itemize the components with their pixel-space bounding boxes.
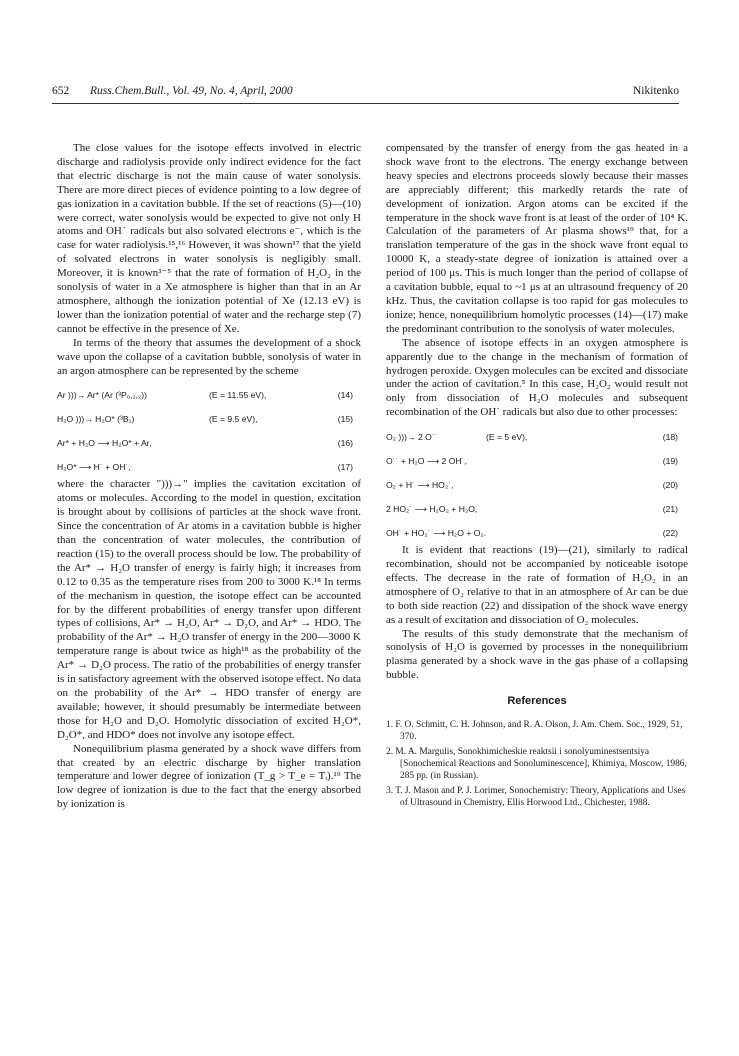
equation-number: (16): [337, 438, 353, 449]
equation-number: (21): [662, 504, 678, 515]
equation-formula: Ar )))→ Ar* (Ar (³P₀,₁,₂)): [57, 390, 147, 401]
equation-formula: H₂O )))→ H₂O* (³B₁): [57, 414, 135, 425]
equation-formula: Ar* + H₂O ⟶ H₂O* + Ar,: [57, 438, 152, 449]
reference-item: 3. T. J. Mason and P. J. Lorimer, Sonochemistry: Theory, Applications and Uses of Ultrasound in Chemistry, Ellis Horwood Ltd., Chichester, 1988.: [386, 786, 686, 809]
equation-formula: O˙˙ + H₂O ⟶ 2 OH˙,: [386, 456, 467, 467]
equation-number: (17): [337, 462, 353, 473]
equation-formula: O₂ )))→ 2 O˙˙: [386, 432, 438, 443]
equation-21: [386, 502, 688, 516]
journal-citation: Russ.Chem.Bull., Vol. 49, No. 4, April, 2000: [90, 85, 293, 97]
equation-number: (15): [337, 414, 353, 425]
page-number: 652: [52, 85, 70, 97]
equation-number: (18): [662, 432, 678, 443]
paragraph: Nonequilibrium plasma generated by a shock wave differs from that created by an electric discharge by higher translation temperature and lower degree of ionization (T_g > T_e = Tᵢ).¹⁹ The low degree of ionization is due to the fact that the energy absorbed by ionization is: [57, 742, 361, 811]
paragraph: It is evident that reactions (19)—(21), similarly to radical recombination, should not be accompanied by noticeable isotope effects. The decrease in the rate of formation of H₂O₂ in an atmosphere of O₂ relative to that in an atmosphere of Ar can be due to both side reaction (22) and dissipation of the shock wave energy as a result of excitation and dissociation of O₂ molecules.: [386, 544, 688, 626]
paragraph: compensated by the transfer of energy from the gas heated in a shock wave front to the electrons. The energy exchange between heavy species and electrons proceeds slowly because their masses are appreciably different; this markedly retards the rate of development of ionization. Argon atoms can be excited if the temperature in the shock wave front is at least of the order of 10⁴ K. Calculation of the parameters of Ar plasma shows¹⁹ that, for a translation temperature of the gas in the shock wave front equal to 10000 K, a steady-state degree of ionization is attained over a period of 100 μs. This is much longer than the period of collapse of a cavitation bubble, equal to ~1 μs at an ultrasound frequency of 20 kHz. Thus, the cavitation collapse is too rapid for gas molecules to ionize; hence, nonequilibrium homolytic processes (14)—(17) make the predominant contribution to the sonolysis of water molecules.: [386, 142, 688, 335]
equation-15: [57, 412, 361, 426]
equation-18: [386, 430, 688, 444]
paragraph: where the character ")))→" implies the cavitation excitation of atoms or molecules. According to the model in question, excitation is brought about by collisions of particles at the shock wave front. Since the concentration of Ar atoms in a cavitation bubble is higher than the concentration of water molecules, the contribution of reaction (15) to the overall process should be low. The probability of the Ar* → H₂O transfer of energy is fairly high; it increases from 0.12 to 0.35 as the temperature rises from 200 to 3000 K.¹⁸ In terms of the mechanism in question, the isotope effect can be accounted for by the different probabilities of energy transfer upon different types of collisions, Ar* → H₂O, Ar* → D₂O, and Ar* → HDO. The probability of the Ar* → H₂O transfer of energy in the 200—3000 K temperature range is about twice as high¹⁸ as the probability of the Ar* → D₂O process. The ratio of the probabilities of energy transfer is in satisfactory agreement with the observed isotope effect. No data on the probability of the Ar* → HDO transfer of energy are available; however, it should presumably be intermediate between those for H₂O and D₂O. Homolytic dissociation of excited H₂O*, D₂O*, and HDO* does not involve any isotope effect.: [57, 478, 361, 741]
equation-16: [57, 436, 361, 450]
equation-energy: (E = 9.5 eV),: [209, 414, 258, 425]
reference-item: 1. F. O. Schmitt, C. H. Johnson, and R. A. Olson, J. Am. Chem. Soc., 1929, 51, 370.: [386, 720, 683, 743]
paragraph: In terms of the theory that assumes the development of a shock wave upon the collapse of a cavitation bubble, sonolysis of water in an argon atmosphere can be represented by the scheme: [57, 336, 361, 377]
equation-19: [386, 454, 688, 468]
right-column: [386, 142, 688, 812]
equation-formula: O₂ + H˙ ⟶ HO₂˙,: [386, 480, 454, 491]
equation-number: (19): [662, 456, 678, 467]
author-name: Nikitenko: [633, 85, 679, 97]
equation-formula: OH˙ + HO₂˙ ⟶ H₂O + O₂.: [386, 528, 487, 539]
equation-17: [57, 460, 361, 474]
equation-formula: H₂O* ⟶ H˙ + OH˙,: [57, 462, 131, 473]
paragraph: The results of this study demonstrate that the mechanism of sonolysis of H₂O is governed by processes in the nonequilibrium plasma generated by a shock wave in the gas phase of a collapsing bubble.: [386, 627, 688, 682]
equation-14: [57, 388, 361, 402]
equation-number: (20): [662, 480, 678, 491]
equation-20: [386, 478, 688, 492]
paragraph: The absence of isotope effects in an oxygen atmosphere is apparently due to the change in the mechanism of formation of hydrogen peroxide. Oxygen molecules can be excited and dissociate under the action of cavitation.⁵ In this case, H₂O₂ would result not only from dissociation of H₂O molecules and subsequent recombination of the OH˙ radicals but also due to other processes:: [386, 336, 688, 419]
left-column: [57, 142, 361, 812]
running-header: [52, 85, 679, 104]
equation-formula: 2 HO₂˙ ⟶ H₂O₂ + H₂O,: [386, 504, 478, 515]
references-heading: References: [507, 695, 567, 708]
equation-energy: (E = 11.55 eV),: [209, 390, 267, 401]
equation-number: (22): [662, 528, 678, 539]
reference-item: 2. M. A. Margulis, Sonokhimicheskie reaktsii i sonolyuminestsentsiya [Sonochemical Reactions and Sonoluminescence], Khimiya, Moscow, 1986, 285 pp. (in Russian).: [386, 747, 687, 782]
equation-number: (14): [337, 390, 353, 401]
equation-22: [386, 526, 688, 540]
paragraph: The close values for the isotope effects involved in electric discharge and radiolysis provide only indirect evidence for the fact that electric discharge is not the main cause of water sonolysis. There are more direct pieces of evidence pointing to a low degree of gas ionization in a cavitation bubble. If the set of reactions (5)—(10) were correct, water sonolysis would be expected to give not only H atoms and OH˙ radicals but also solvated electrons e⁻, which is the case for water radiolysis.¹⁵,¹⁶ However, it was shown¹⁷ that the yield of solvated electrons in water sonolysis is negligibly small. Moreover, it is known³⁻⁵ that the rate of formation of H₂O₂ in the sonolysis of water in a Xe atmosphere is higher than that in an Ar atmosphere, although the ionization potential of Xe (12.13 eV) is lower than the ionization potential of water and the recharge step (7) cannot be effective in the presence of Xe.: [57, 142, 361, 335]
equation-energy: (E = 5 eV),: [486, 432, 528, 443]
